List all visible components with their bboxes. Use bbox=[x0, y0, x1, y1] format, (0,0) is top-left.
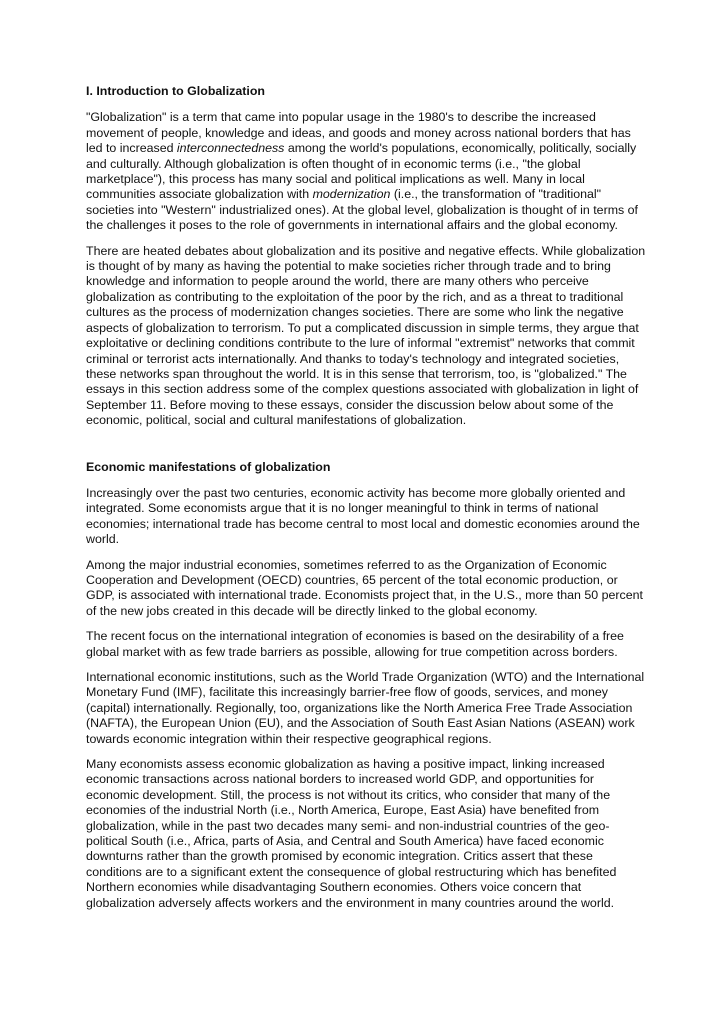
text-run: "Globalization" is a term that came into popular usage in the 1980's to describe the increased movement of people, knowledge and ideas, and goods and money across national borders that has led to increased bbox=[86, 110, 631, 156]
paragraph-economic: International economic institutions, such as the World Trade Organization (WTO) and the International Monetary Fund (IMF), facilitate this increasingly barrier-free flow of goods, services, and money (capital) internationally. Regionally, too, organizations like the North America Free Trade Association (NAFTA), the European Union (EU), and the Association of South East Asian Nations (ASEAN) work towards economic integration within their respective geographical regions. bbox=[86, 670, 645, 746]
section-heading-introduction: I. Introduction to Globalization bbox=[86, 84, 265, 98]
emphasis-modernization: modernization bbox=[312, 187, 391, 202]
paragraph-economic: Among the major industrial economies, sometimes referred to as the Organization of Economic Cooperation and Development (OECD) countries, 65 percent of the total economic production, or GDP, is associated with international trade. Economists project that, in the U.S., more than 50 percent of the new jobs created in this decade will be directly linked to the global economy. bbox=[86, 557, 643, 618]
section-heading-economic: Economic manifestations of globalization bbox=[86, 459, 331, 474]
paragraph-economic: The recent focus on the international integration of economies is based on the desirability of a free global market with as few trade barriers as possible, allowing for true competition across borders. bbox=[86, 629, 624, 659]
text-run: among the world's populations, economically, politically, socially and culturally. Although globalization is often thought of in economic terms (i.e., "the global marketplace"), this process has many social and political implications as well. Many in local communities associate globalization with bbox=[86, 141, 637, 202]
emphasis-interconnectedness: interconnectedness bbox=[176, 141, 285, 156]
paragraph-intro-2: There are heated debates about globalization and its positive and negative effects. While globalization is thought of by many as having the potential to make societies richer through trade and to bring knowledge and information to people around the world, there are many others who perceive globalization as contributing to the exploitation of the poor by the rich, and as a threat to traditional cultures as the process of modernization changes societies. There are some who link the negative aspects of globalization to terrorism. To put a complicated discussion in simple terms, they argue that exploitative or declining conditions contribute to the lure of informal "extremist" networks that commit criminal or terrorist acts internationally. And thanks to today's technology and integrated societies, these networks span throughout the world. It is in this sense that terrorism, too, is "globalized." The essays in this section address some of the complex questions associated with globalization in light of September 11. Before moving to these essays, consider the discussion below about some of the economic, political, social and cultural manifestations of globalization. bbox=[86, 243, 646, 428]
paragraph-economic: Increasingly over the past two centuries, economic activity has become more globally oriented and integrated. Some economists argue that it is no longer meaningful to think in terms of national economies; international trade has become central to most local and domestic economies around the world. bbox=[86, 485, 640, 547]
paragraph-intro-1 bbox=[86, 110, 646, 233]
document-page bbox=[86, 84, 646, 921]
paragraph-economic: Many economists assess economic globalization as having a positive impact, linking increased economic transactions across national borders to increased world GDP, and opportunities for economic development. Still, the process is not without its critics, who consider that many of the economies of the industrial North (i.e., North America, Europe, East Asia) have benefited from globalization, while in the past two decades many semi- and non-industrial countries of the geo-political South (i.e., Africa, parts of Asia, and Central and South America) have faced economic downturns rather than the growth promised by economic integration. Critics assert that these conditions are to a significant extent the consequence of global restructuring which has benefited Northern economies while disadvantaging Southern economies. Others voice concern that globalization adversely affects workers and the environment in many countries around the world. bbox=[86, 757, 617, 910]
text-run: (i.e., the transformation of "traditional" societies into "Western" industrialized ones). At the global level, globalization is thought of in terms of the challenges it poses to the role of governments in international affairs and the global economy. bbox=[86, 187, 638, 233]
